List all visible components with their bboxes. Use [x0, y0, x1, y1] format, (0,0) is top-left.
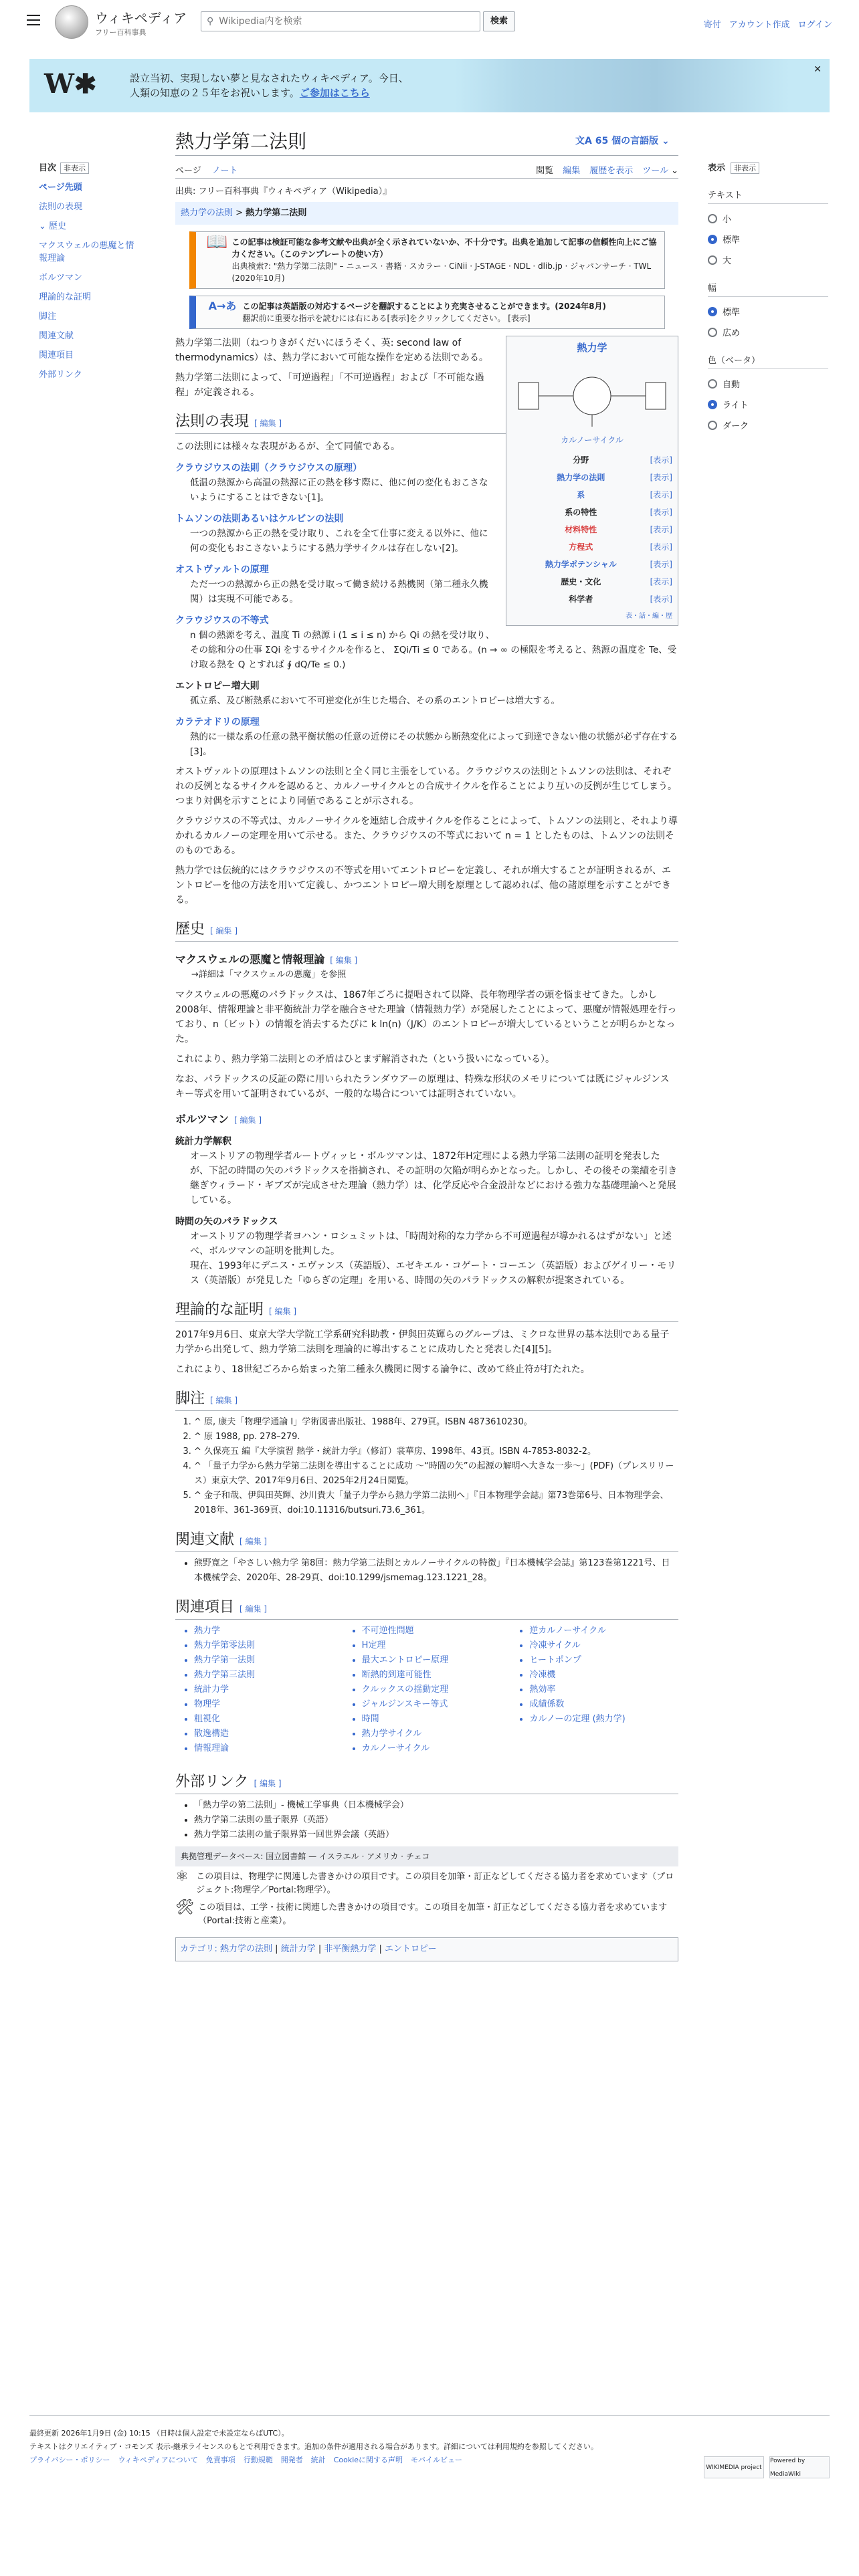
- list-item[interactable]: • 「熱力学の第二法則」- 機械工学事典（日本機械学会）: [194, 1798, 678, 1813]
- list-item[interactable]: • 冷凍サイクル: [529, 1638, 678, 1653]
- show-toggle[interactable]: [表示]: [650, 560, 672, 569]
- color-label: 色（ベータ）: [708, 353, 828, 369]
- infobox-title[interactable]: 熱力学: [577, 342, 607, 354]
- edit-section-link[interactable]: [ 編集 ]: [330, 956, 358, 965]
- breadcrumb-current: 熱力学第二法則: [246, 208, 307, 218]
- infobox: [506, 336, 678, 626]
- law-definition: 孤立系、及び断熱系において不可逆変化が生じた場合、その系のエントロピーは増大する。: [190, 695, 560, 706]
- list-item[interactable]: • 情報理論: [194, 1741, 343, 1756]
- list-item[interactable]: • 熱力学第零法則: [194, 1638, 343, 1653]
- list-item[interactable]: • 熱力学サイクル: [362, 1727, 511, 1741]
- reference-list: [175, 1415, 678, 1518]
- edit-section-link[interactable]: [ 編集 ]: [240, 1537, 268, 1546]
- infobox-row: 系 [表示]: [506, 486, 678, 504]
- breadcrumb-parent[interactable]: 熱力学の法則: [181, 208, 233, 218]
- edit-section-link[interactable]: [ 編集 ]: [210, 926, 238, 936]
- logo-title: ウィキペディア: [95, 9, 187, 26]
- header: [0, 0, 859, 41]
- radio-color-auto[interactable]: 自動: [708, 377, 828, 390]
- show-toggle[interactable]: [表示]: [650, 577, 672, 586]
- list-item[interactable]: • 散逸構造: [194, 1727, 343, 1741]
- radio-width-wide[interactable]: 広め: [708, 326, 828, 338]
- search-input[interactable]: [217, 15, 461, 27]
- tab-page[interactable]: ページ: [175, 166, 201, 176]
- subsection-heading: マクスウェルの悪魔と情報理論 [ 編集 ]: [175, 953, 358, 966]
- list-item[interactable]: • 粗視化: [194, 1712, 343, 1727]
- footer-link[interactable]: 統計: [310, 2456, 326, 2464]
- show-toggle[interactable]: [表示]: [650, 455, 672, 465]
- paragraph: オーストリアの物理学者ヨハン・ロシュミットは、「時間対称的な力学から不可逆過程が導かれるはずがない」と述べ、ボルツマンの証明を批判した。: [190, 1231, 672, 1257]
- notice-text: この記事は英語版の対応するページを翻訳することにより充実させることができます。(2024年8月): [242, 302, 607, 311]
- infobox-caption[interactable]: カルノーサイクル: [561, 435, 624, 445]
- tab-talk[interactable]: ノート: [211, 166, 238, 176]
- list-item[interactable]: • 熱力学第一法則: [194, 1653, 343, 1668]
- list-item[interactable]: • 統計力学: [194, 1683, 343, 1697]
- show-toggle[interactable]: [表示]: [650, 490, 672, 500]
- list-item[interactable]: • 最大エントロピー原理: [362, 1653, 511, 1668]
- edit-section-link[interactable]: [ 編集 ]: [254, 1779, 282, 1788]
- close-icon[interactable]: ✕: [814, 64, 822, 75]
- notice-sub: 出典検索?: "熱力学第二法則" – ニュース · 書籍 · スカラー · CiNii · J-STAGE · NDL · dlib.jp · ジャパンサーチ · TWL (2020年10月): [231, 261, 652, 283]
- list-item[interactable]: • 成績係数: [529, 1697, 678, 1712]
- tools-icon: 🛠: [175, 1899, 194, 1916]
- list-item: • 熊野寛之「やさしい熱力学 第8回：熱力学第二法則とカルノーサイクルの特徴」『日本機械学会誌』第123巻第1221号、日本機械学会、2020年、28-29頁、doi:10.1299/jsmemag.123.1221_28。: [194, 1556, 678, 1586]
- atom-icon: ⚛: [175, 1868, 189, 1885]
- section-heading: 関連文献 [ 編集 ]: [175, 1533, 678, 1552]
- law-definition: 低温の熱源から高温の熱源に正の熱を移す際に、他に何の変化もおこさないようにすることはできない[1]。: [190, 477, 488, 503]
- infobox-row: 系の特性 [表示]: [506, 504, 678, 521]
- list-item: 2. ^ 原 1988, pp. 278–279.: [194, 1430, 678, 1444]
- footer-link[interactable]: 行動規範: [243, 2456, 273, 2464]
- list-item[interactable]: • クルックスの揺動定理: [362, 1683, 511, 1697]
- law-term[interactable]: クラウジウスの法則（クラウジウスの原理）: [175, 463, 363, 473]
- show-toggle[interactable]: [表示]: [650, 508, 672, 517]
- section-heading: 関連項目 [ 編集 ]: [175, 1600, 678, 1620]
- edit-section-link[interactable]: [ 編集 ]: [269, 1307, 297, 1316]
- show-toggle[interactable]: [表示]: [650, 473, 672, 482]
- toc-item[interactable]: 関連項目: [39, 350, 74, 360]
- radio-color-dark[interactable]: ダーク: [708, 419, 828, 431]
- personal-tools: [696, 17, 832, 30]
- category-link[interactable]: 統計力学: [280, 1944, 316, 1954]
- search-icon: ⚲: [207, 16, 214, 27]
- text-size-label: テキスト: [708, 188, 828, 204]
- authority-control[interactable]: 典拠管理データベース: 国立図書館 — イスラエル · アメリカ · チェコ: [175, 1846, 678, 1866]
- paragraph: マクスウェルの悪魔のパラドックスは、1867年ごろに提唱されて以降、長年物理学者の頭を悩ませてきた。しかし2008年、情報理論と非平衡統計力学を融合させた理論（情報熱力学）が発展したことによって、悪魔が情報処理を行っており、n（ビット）の情報を消去するたびに k ln(n)（J/K）のエントロピーが増大しているということが明らかとなった。: [175, 990, 677, 1045]
- stub-notice: 🛠 この項目は、工学・技術に関連した書きかけの項目です。この項目を加筆・訂正などしてくださる協力者を求めています（Portal:技術と産業）。: [175, 1901, 678, 1928]
- footer-link[interactable]: モバイルビュー: [411, 2456, 463, 2464]
- last-modified: 最終更新 2026年1月9日 (金) 10:15 （日時は個人設定で未設定ならばUTC）。: [29, 2429, 289, 2438]
- categories-label[interactable]: カテゴリ:: [180, 1944, 217, 1954]
- paragraph: クラウジウスの不等式は、カルノーサイクルを連結し合成サイクルを作ることによって、トムソンの法則と、それより導かれるカルノーの定理を用いて示せる。また、クラウジウスの不等式において n = 1 としたものは、トムソンの法則そのものである。: [175, 816, 678, 856]
- show-toggle[interactable]: [表示]: [650, 595, 672, 604]
- toc-item[interactable]: 法則の表現: [39, 202, 83, 212]
- fundraising-banner: [29, 59, 830, 112]
- banner-cta-link[interactable]: ご参加はこちら: [299, 87, 370, 99]
- language-count: 65 個の言語版: [595, 136, 659, 146]
- category-link[interactable]: 熱力学の法則: [220, 1944, 273, 1954]
- tab-history[interactable]: 履歴を表示: [589, 166, 634, 176]
- paragraph: この法則には様々な表現があるが、全て同値である。: [175, 441, 400, 452]
- edit-section-link[interactable]: [ 編集 ]: [240, 1604, 268, 1614]
- footer: [29, 2416, 830, 2478]
- divider: [175, 155, 678, 156]
- law-term: エントロピー増大則: [175, 681, 260, 691]
- infobox-row: 科学者 [表示]: [506, 591, 678, 608]
- width-label: 幅: [708, 281, 828, 297]
- show-toggle[interactable]: [表示]: [650, 525, 672, 534]
- list-item[interactable]: • 冷凍機: [529, 1668, 678, 1683]
- edit-section-link[interactable]: [ 編集 ]: [254, 419, 282, 428]
- translate-notice: [189, 296, 665, 329]
- tab-edit[interactable]: 編集: [563, 166, 581, 176]
- law-definition: n 個の熱源を考え、温度 Ti の熱源 i (1 ≤ i ≤ n) から Qi の熱を受け取り、その総和分の仕事 ΣQi をするサイクルを作ると、 ΣQi/Ti ≤ 0 である。(n → ∞ の極限を考えると、熱源の温度を Te、受け取る熱を Q とすれば ∮ dQ/Te ≤ 0.): [190, 630, 677, 670]
- toc-item[interactable]: ページ先頭: [39, 183, 82, 193]
- stub-notice: ⚛ この項目は、物理学に関連した書きかけの項目です。この項目を加筆・訂正などしてくださる協力者を求めています（プロジェクト:物理学／Portal:物理学）。: [175, 1870, 678, 1897]
- show-toggle[interactable]: [表示]: [650, 542, 672, 552]
- sub-subheading: 統計力学解釈: [175, 1136, 231, 1147]
- list-item: 3. ^ 久保亮五 編『大学演習 熱学・統計力学』（修訂）裳華房、1998年、43頁。ISBN 4-7853-8032-2。: [194, 1444, 678, 1459]
- sub-subheading: 時間の矢のパラドックス: [175, 1216, 278, 1227]
- infobox-row: 熱力学の法則 [表示]: [506, 469, 678, 486]
- list-item[interactable]: • 熱力学第二法則の量子限界第一回世界会議（英語）: [194, 1828, 678, 1842]
- list-item: 1. ^ 原, 康夫「物理学通論 I」学術図書出版社、1988年、279頁。ISBN 4873610230。: [194, 1415, 678, 1430]
- law-definition: 熱的に一様な系の任意の熱平衡状態の任意の近傍にその状態から断熱変化によって到達できない他の状態が必ず存在する[3]。: [190, 732, 678, 757]
- hatnote: →詳細は「マクスウェルの悪魔」を参照: [191, 970, 347, 980]
- list-item[interactable]: • ジャルジンスキー等式: [362, 1697, 511, 1712]
- create-account-link[interactable]: アカウント作成: [729, 20, 790, 30]
- language-button[interactable]: 文A 65 個の言語版 ⌄: [575, 136, 670, 146]
- infobox-row: 分野 [表示]: [506, 451, 678, 469]
- breadcrumb: 熱力学の法則 > 熱力学第二法則: [175, 202, 678, 225]
- banner-text-2: 人類の知恵の２５年をお祝いします。: [130, 87, 300, 99]
- list-item[interactable]: • 熱力学第二法則の量子限界（英語）: [194, 1813, 678, 1828]
- footer-link[interactable]: プライバシー・ポリシー: [29, 2456, 110, 2464]
- appearance-title: 表示: [708, 163, 726, 173]
- wikimedia-badge[interactable]: WIKIMEDIA project: [704, 2456, 764, 2478]
- infobox-row: 熱力学ポテンシャル [表示]: [506, 556, 678, 573]
- banner-text-1: 設立当初、実現しない夢と見なされたウィキペディア。今日、: [130, 72, 409, 84]
- list-item[interactable]: • 熱効率: [529, 1683, 678, 1697]
- law-term[interactable]: トムソンの法則あるいはケルビンの法則: [175, 514, 344, 524]
- divider: [175, 178, 678, 179]
- list-item[interactable]: • カルノーの定理 (熱力学): [529, 1712, 678, 1727]
- radio-width-standard[interactable]: 標準: [708, 305, 828, 318]
- translate-icon: A→あ: [208, 300, 237, 312]
- toc-item[interactable]: ボルツマン: [39, 273, 83, 283]
- footer-link[interactable]: Cookieに関する声明: [333, 2456, 403, 2464]
- paragraph: これにより、熱力学第二法則との矛盾はひとまず解消された（という扱いになっている）。: [175, 1054, 555, 1065]
- appearance-panel: [708, 160, 828, 439]
- site-logo[interactable]: [55, 5, 187, 39]
- donate-link[interactable]: 寄付: [703, 20, 721, 30]
- page-title: 熱力学第二法則: [175, 130, 307, 152]
- logo-subtitle: フリー百科事典: [95, 27, 147, 37]
- list-item[interactable]: • 時間: [362, 1712, 511, 1727]
- list-item: 5. ^ 金子和哉、伊與田英輝、沙川貴大「量子力学から熱力学第二法則へ」『日本物理学会誌』第73巻第6号、日本物理学会、2018年、361-369頁、doi:10.11316/butsuri.73.6_361。: [194, 1489, 678, 1518]
- paragraph: オーストリアの物理学者ルートヴィッヒ・ボルツマンは、1872年H定理による熱力学第二法則の証明を発表したが、下記の時間の矢のパラドックスを指摘され、その証明の欠陥が明らかとなった。しかし、その後その業績を引き継ぎウィラード・ギブズが完成させた理論（熱力学）は、化学反応や合金設計などにおける強力な基礎理論へと発展している。: [190, 1151, 678, 1206]
- section-heading: 理論的な証明 [ 編集 ]: [175, 1303, 678, 1322]
- table-of-contents: [39, 160, 139, 387]
- law-definition: 一つの熱源から正の熱を受け取り、これを全て仕事に変える以外に、他に何の変化もおこさないようにする熱力学サイクルは存在しない[2]。: [190, 528, 488, 554]
- law-term[interactable]: カラテオドリの原理: [175, 717, 260, 728]
- mediawiki-badge[interactable]: Powered by MediaWiki: [769, 2456, 830, 2478]
- book-icon: 📖: [206, 232, 228, 252]
- toc-item[interactable]: 脚注: [39, 312, 57, 322]
- list-item: 4. ^ 「量子力学から熱力学第二法則を導出することに成功 〜“時間の矢”の起源の解明へ大きな一歩〜」(PDF)（プレスリリース）東京大学、2017年9月6日、2025年2月24日閲覧。: [194, 1459, 678, 1489]
- list-item[interactable]: • 不可逆性問題: [362, 1624, 511, 1638]
- law-definition: ただ一つの熱源から正の熱を受け取って働き続ける熱機関（第二種永久機関）は実現不可能である。: [190, 579, 488, 605]
- toc-item[interactable]: 外部リンク: [39, 370, 82, 380]
- radio-text-standard[interactable]: 標準: [708, 233, 828, 245]
- search-button[interactable]: 検索: [483, 11, 515, 31]
- edit-section-link[interactable]: [ 編集 ]: [210, 1396, 238, 1405]
- category-box: カテゴリ: 熱力学の法則 | 統計力学 | 非平衡熱力学 | エントロピー: [175, 1937, 678, 1961]
- list-item[interactable]: • H定理: [362, 1638, 511, 1653]
- infobox-row: 方程式 [表示]: [506, 538, 678, 556]
- list-item[interactable]: • 断熱的到達可能性: [362, 1668, 511, 1683]
- list-item[interactable]: • 熱力学第三法則: [194, 1668, 343, 1683]
- infobox-row: 歴史・文化 [表示]: [506, 573, 678, 591]
- license-text: テキストはクリエイティブ・コモンズ 表示-継承ライセンスのもとで利用できます。追加の条件が適用される場合があります。詳細については利用規約を参照してください。: [29, 2442, 598, 2451]
- footer-link[interactable]: 開発者: [280, 2456, 303, 2464]
- related-links: [175, 1620, 678, 1760]
- footer-link[interactable]: 免責事項: [205, 2456, 235, 2464]
- toc-item[interactable]: 関連文献: [39, 331, 74, 341]
- banner-illustration: [455, 59, 789, 112]
- category-link[interactable]: エントロピー: [385, 1944, 437, 1954]
- intro-paragraph: 熱力学第二法則によって、「可逆過程」「不可逆過程」および「不可能な過程」が定義される。: [175, 372, 484, 398]
- radio-text-large[interactable]: 大: [708, 253, 828, 266]
- list-item[interactable]: • 物理学: [194, 1697, 343, 1712]
- tab-tools[interactable]: ツール: [642, 166, 668, 176]
- navbar-links[interactable]: 表・話・編・歴: [626, 613, 672, 620]
- list-item[interactable]: • 逆カルノーサイクル: [529, 1624, 678, 1638]
- toc-item[interactable]: 理論的な証明: [39, 292, 92, 302]
- article-content: [175, 179, 678, 1961]
- footer-link[interactable]: ウィキペディアについて: [118, 2456, 198, 2464]
- menu-icon[interactable]: [27, 15, 40, 25]
- notice-text: この記事は検証可能な参考文献や出典が全く示されていないか、不十分です。出典を追加して記事の信頼性向上にご協力ください。（このテンプレートの使い方）: [231, 237, 657, 259]
- page-tabs: ページ ノート 閲覧 編集 履歴を表示 ツール ⌄: [175, 166, 678, 176]
- radio-color-light[interactable]: ライト: [708, 398, 828, 411]
- toc-item[interactable]: ⌄ 歴史: [39, 221, 67, 231]
- toc-title: 目次: [39, 163, 57, 173]
- section-heading: 外部リンク [ 編集 ]: [175, 1775, 678, 1794]
- toc-item[interactable]: マクスウェルの悪魔と情報理論: [39, 241, 134, 263]
- intro-paragraph: 熱力学第二法則（ねつりきがくだいにほうそく、英: second law of thermodynamics）は、熱力学において可能な操作を定める法則である。: [175, 338, 488, 363]
- section-heading: 脚注 [ 編集 ]: [175, 1392, 678, 1411]
- paragraph: 2017年9月6日、東京大学大学院工学系研究科助教・伊與田英輝らのグループは、ミクロな世界の基本法則である量子力学から出発して、熱力学第二法則を理論的に導出することに成功したと発表した[4][5]。: [175, 1329, 670, 1355]
- law-term[interactable]: クラウジウスの不等式: [175, 615, 269, 626]
- paragraph: 熱力学では伝統的にはクラウジウスの不等式を用いてエントロピーを定義し、それが増大することが証明されるが、エントロピーを他の方法を用いて定義し、かつエントロピー増大則を原理として認めれば、他の諸原理を示すことができる。: [175, 865, 672, 905]
- edit-section-link[interactable]: [ 編集 ]: [234, 1115, 262, 1125]
- subsection-heading: ボルツマン [ 編集 ]: [175, 1113, 262, 1125]
- chevron-down-icon[interactable]: ⌄: [39, 221, 50, 231]
- login-link[interactable]: ログイン: [797, 20, 832, 30]
- category-link[interactable]: 非平衡熱力学: [324, 1944, 377, 1954]
- globe-icon: [55, 5, 88, 39]
- infobox-row: 材料特性 [表示]: [506, 521, 678, 538]
- list-item[interactable]: • カルノーサイクル: [362, 1741, 511, 1756]
- list-item[interactable]: • ヒートポンプ: [529, 1653, 678, 1668]
- notice-sub: 翻訳前に重要な指示を読むには右にある[表示]をクリックしてください。 [表示]: [242, 314, 531, 323]
- paragraph: これにより、18世紀ごろから始まった第二種永久機関に関する論争に、改めて終止符が打たれた。: [175, 1364, 590, 1375]
- site-sub: 出典: フリー百科事典『ウィキペディア（Wikipedia）』: [175, 187, 392, 197]
- paragraph: 現在、1993年にデニス・エヴァンス（英語版）、エゼキエル・コゲート・コーエン（英語版）およびゲイリー・モリス（英語版）が発見した「ゆらぎの定理」を用いる、時間の矢のパラドックスの解釈が提案されている。: [190, 1261, 676, 1286]
- radio-text-small[interactable]: 小: [708, 212, 828, 225]
- law-term[interactable]: オストヴァルトの原理: [175, 564, 269, 575]
- refimprove-notice: [189, 231, 665, 289]
- paragraph: オストヴァルトの原理はトムソンの法則と全く同じ主張をしている。クラウジウスの法則とトムソンの法則は、それぞれの反例となるサイクルを認めると、カルノーサイクルとの合成サイクルを作ることにより互いの反例が生じてしまう。つまり対偶を示すことにより同値であることが示される。: [175, 766, 677, 807]
- tab-read[interactable]: 閲覧: [536, 166, 554, 176]
- section-heading: 法則の表現 [ 編集 ]: [175, 415, 678, 434]
- wikipedia-w-logo: W✱: [44, 68, 97, 100]
- carnot-diagram: [506, 359, 678, 433]
- list-item[interactable]: • 熱力学: [194, 1624, 343, 1638]
- toc-hide-button[interactable]: 非表示: [60, 163, 89, 174]
- paragraph: なお、パラドックスの反証の際に用いられたランダウアーの原理は、特殊な形状のメモリについては既にジャルジンスキー等式を用いて証明されているが、一般的な場合については証明されていない。: [175, 1074, 670, 1099]
- search-box[interactable]: [201, 11, 480, 31]
- section-heading: 歴史 [ 編集 ]: [175, 922, 678, 942]
- appearance-hide-button[interactable]: 非表示: [731, 163, 759, 174]
